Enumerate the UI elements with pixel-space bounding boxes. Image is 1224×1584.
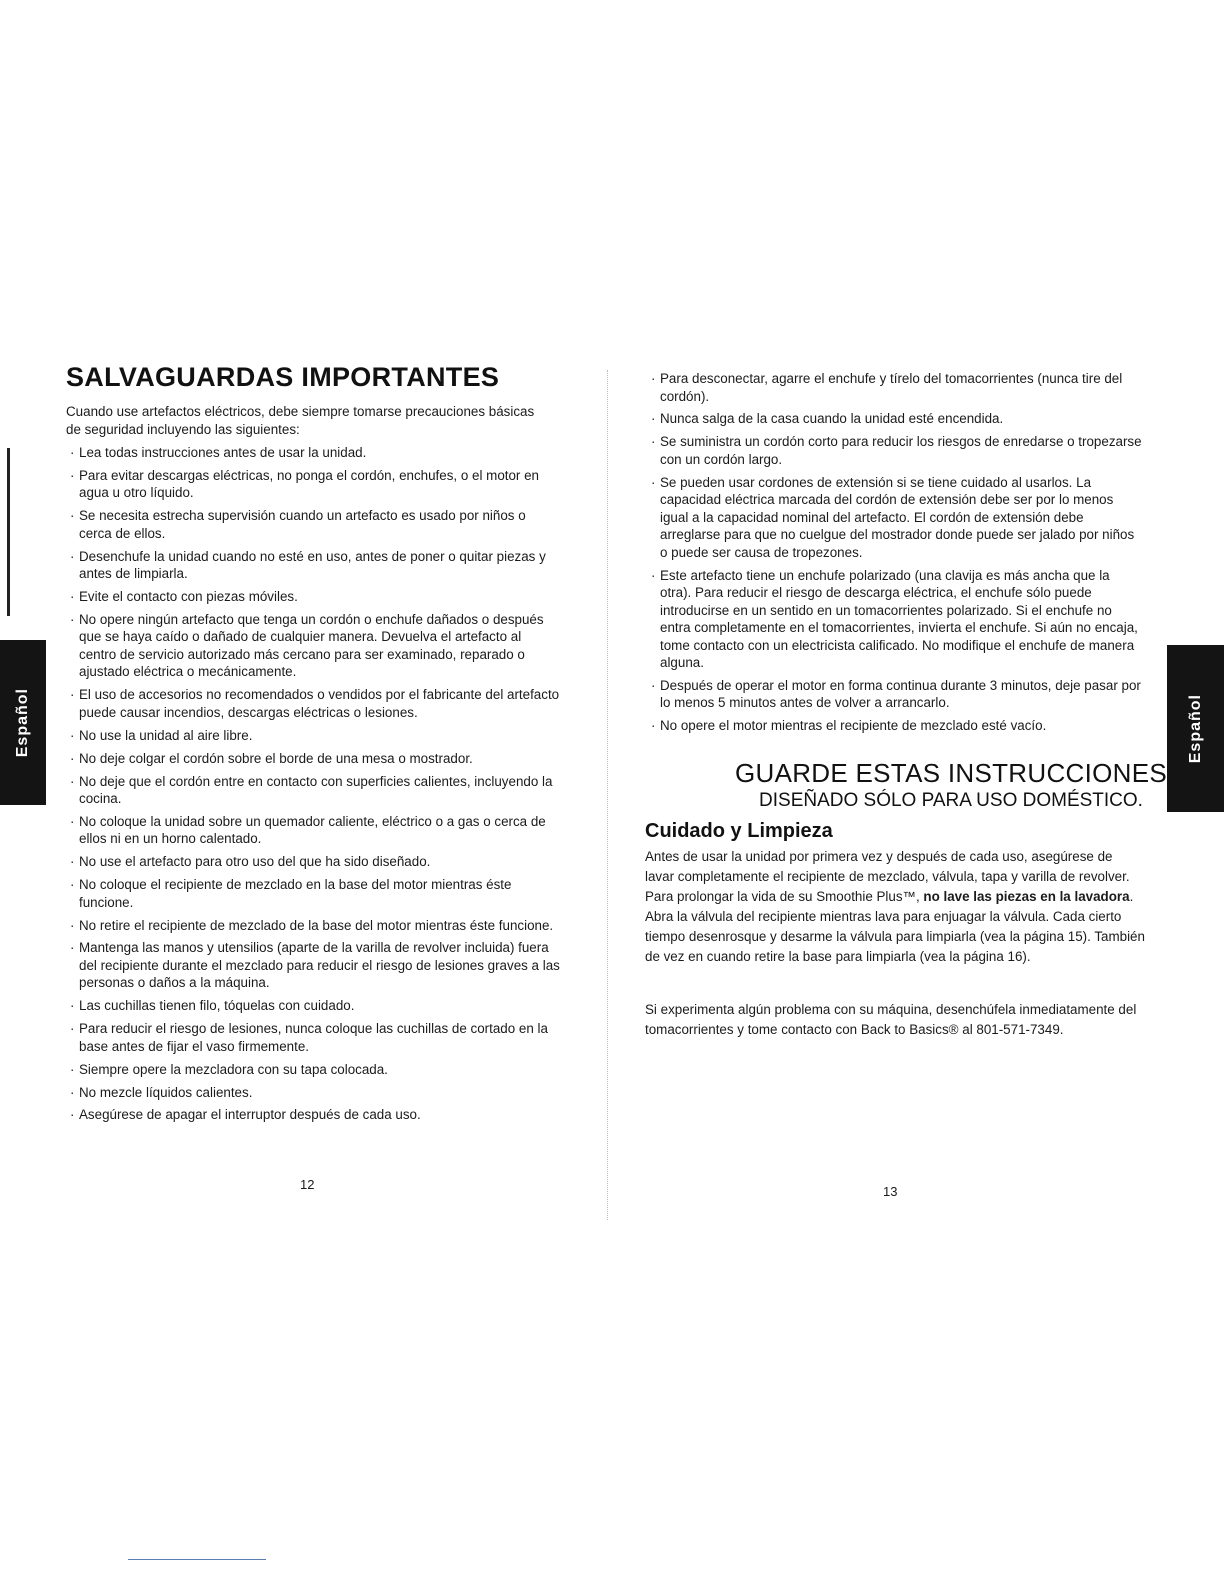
bullet-dot: · bbox=[70, 773, 75, 789]
bullet-dot: · bbox=[70, 940, 75, 956]
bullet-dot: · bbox=[70, 1107, 75, 1123]
list-item-text: Las cuchillas tienen filo, tóquelas con cuidado. bbox=[79, 998, 355, 1014]
page-spine bbox=[607, 370, 608, 1220]
list-item-text: Se pueden usar cordones de extensión si se tiene cuidado al usarlos. La capacidad eléctrica marcada del cordón de extensión debe ser por lo menos igual a la capacidad nominal del artefacto. El cordón de extensión debe arreglarse para que no cuelgue del mostrador donde puede ser jalado por niños o puede ser causa de tropezones. bbox=[660, 474, 1135, 560]
list-item bbox=[70, 507, 562, 542]
list-item bbox=[651, 410, 1143, 428]
list-item bbox=[70, 773, 562, 808]
list-item-text: Después de operar el motor en forma continua durante 3 minutos, deje pasar por lo menos 5 minutos antes de volver a arrancarlo. bbox=[660, 677, 1141, 711]
bullet-dot: · bbox=[70, 1084, 75, 1100]
list-item-text: Desenchufe la unidad cuando no esté en uso, antes de poner o quitar piezas y antes de limpiarla. bbox=[79, 548, 546, 582]
bullet-dot: · bbox=[651, 371, 656, 386]
safeguards-list bbox=[70, 444, 562, 1129]
list-item bbox=[70, 939, 562, 992]
bullet-dot: · bbox=[70, 998, 75, 1014]
bullet-dot: · bbox=[70, 589, 75, 605]
bullet-dot: · bbox=[70, 611, 75, 627]
list-item-text: Para reducir el riesgo de lesiones, nunca coloque las cuchillas de cortado en la base antes de fijar el vaso firmemente. bbox=[79, 1021, 548, 1054]
intro-paragraph: Cuando use artefactos eléctricos, debe siempre tomarse precauciones básicas de seguridad incluyendo las siguientes: bbox=[66, 404, 535, 437]
footer-rule bbox=[128, 1559, 266, 1560]
list-item-text: Se necesita estrecha supervisión cuando un artefacto es usado por niños o cerca de ellos. bbox=[79, 508, 526, 541]
bullet-dot: · bbox=[70, 508, 75, 524]
list-item bbox=[70, 548, 562, 583]
list-item bbox=[70, 750, 562, 768]
list-item-text: No mezcle líquidos calientes. bbox=[79, 1084, 253, 1100]
list-item bbox=[70, 876, 562, 911]
list-item bbox=[70, 1061, 562, 1079]
save-instructions-heading: GUARDE ESTAS INSTRUCCIONES bbox=[734, 758, 1168, 788]
language-tab-label: Español bbox=[1186, 693, 1204, 764]
list-item bbox=[651, 474, 1143, 562]
care-text-part1: Antes de usar la unidad por primera vez y después de cada uso, asegúrese de lavar completamente el recipiente de mezclado, válvula, tapa y varilla de revolver. Para prolongar la vida de su Smoothie Plus™, bbox=[645, 849, 1130, 904]
list-item-text: Nunca salga de la casa cuando la unidad esté encendida. bbox=[660, 411, 1004, 427]
bullet-dot: · bbox=[651, 434, 656, 450]
list-item-text: Se suministra un cordón corto para reducir los riesgos de enredarse o tropezarse con un cordón largo. bbox=[660, 434, 1142, 467]
list-item bbox=[651, 433, 1143, 468]
list-item bbox=[70, 813, 562, 848]
list-item-text: Para desconectar, agarre el enchufe y tírelo del tomacorrientes (nunca tire del cordón). bbox=[660, 371, 1123, 404]
bullet-dot: · bbox=[70, 877, 75, 893]
list-item-text: No deje que el cordón entre en contacto con superficies calientes, incluyendo la cocina. bbox=[79, 773, 553, 807]
bullet-dot: · bbox=[70, 548, 75, 564]
bullet-dot: · bbox=[70, 750, 75, 766]
list-item-text: Mantenga las manos y utensilios (aparte de la varilla de revolver incluida) fuera del recipiente durante el mezclado para reducir el riesgo de lesiones graves a las personas o daños a la máquina. bbox=[79, 940, 560, 991]
list-item-text: No coloque el recipiente de mezclado en la base del motor mientras éste funcione. bbox=[79, 877, 512, 910]
list-item bbox=[70, 917, 562, 935]
language-tab-left bbox=[0, 640, 46, 805]
list-item bbox=[70, 611, 562, 681]
bullet-dot: · bbox=[651, 718, 656, 734]
page-number: 13 bbox=[883, 1184, 898, 1199]
list-item bbox=[651, 677, 1143, 712]
bullet-dot: · bbox=[651, 567, 656, 583]
list-item-text: Lea todas instrucciones antes de usar la unidad. bbox=[79, 445, 367, 460]
bullet-dot: · bbox=[70, 917, 75, 933]
list-item-text: Para evitar descargas eléctricas, no ponga el cordón, enchufes, o el motor en agua u otro líquido. bbox=[79, 467, 540, 501]
list-item-text: No use el artefacto para otro uso del que ha sido diseñado. bbox=[79, 854, 431, 870]
list-item bbox=[70, 1020, 562, 1055]
bullet-dot: · bbox=[70, 854, 75, 870]
list-item bbox=[70, 997, 562, 1015]
bullet-dot: · bbox=[70, 813, 75, 829]
bullet-dot: · bbox=[651, 411, 656, 427]
list-item-text: No opere ningún artefacto que tenga un cordón o enchufe dañados o después que se haya caído o dañado de cualquier manera. Devuelva el artefacto al centro de servicio autorizado más cercano para ser examinado, reparado o ajustado eléctrica o mecánicamente. bbox=[79, 611, 544, 680]
list-item-text: Este artefacto tiene un enchufe polarizado (una clavija es más ancha que la otra). Para reducir el riesgo de descarga eléctrica, el enchufe sólo puede introducirse en un sentido en un tomacorrientes polarizado. Si el enchufe no entra completamente en el tomacorrientes, invierta el enchufe. Si aún no encaja, tome contacto con un electricista calificado. No modifique el enchufe de manera alguna. bbox=[660, 567, 1138, 671]
list-item-text: No coloque la unidad sobre un quemador caliente, eléctrico o a gas o cerca de ellos ni en un horno calentado. bbox=[79, 813, 546, 847]
care-paragraph bbox=[645, 847, 1145, 967]
bullet-dot: · bbox=[70, 1061, 75, 1077]
care-text-part2: . Abra la válvula del recipiente mientras lava para enjuagar la válvula. Cada cierto tiempo desenrosque y desarme la válvula para limpiarla (vea la página 15). También de vez en cuando retire la base para limpiarla (vea la página 16). bbox=[645, 889, 1145, 964]
page-title: SALVAGUARDAS IMPORTANTES bbox=[66, 362, 500, 392]
list-item-text: No opere el motor mientras el recipiente de mezclado esté vacío. bbox=[660, 718, 1047, 734]
list-item bbox=[651, 717, 1143, 735]
household-use-subheading: DISEÑADO SÓLO PARA USO DOMÉSTICO. bbox=[759, 790, 1143, 811]
list-item-text: Siempre opere la mezcladora con su tapa colocada. bbox=[79, 1061, 388, 1077]
list-item bbox=[651, 567, 1143, 672]
list-item bbox=[70, 588, 562, 606]
list-item bbox=[70, 727, 562, 745]
list-item bbox=[70, 686, 562, 721]
list-item-text: No use la unidad al aire libre. bbox=[79, 727, 253, 743]
list-item-text: Asegúrese de apagar el interruptor después de cada uso. bbox=[79, 1107, 421, 1123]
safeguards-list-continued bbox=[651, 370, 1143, 740]
bullet-dot: · bbox=[70, 467, 75, 483]
bullet-dot: · bbox=[651, 474, 656, 490]
care-text-bold: no lave las piezas en la lavadora bbox=[923, 889, 1130, 904]
list-item-text: No retire el recipiente de mezclado de la base del motor mientras éste funcione. bbox=[79, 917, 554, 933]
bullet-dot: · bbox=[70, 687, 75, 703]
list-item-text: No deje colgar el cordón sobre el borde de una mesa o mostrador. bbox=[79, 750, 473, 766]
bullet-dot: · bbox=[70, 445, 75, 460]
list-item bbox=[70, 853, 562, 871]
list-item bbox=[70, 467, 562, 502]
list-item bbox=[70, 444, 562, 462]
list-item-text: El uso de accesorios no recomendados o vendidos por el fabricante del artefacto puede causar incendios, descargas eléctricas o lesiones. bbox=[79, 687, 560, 720]
bullet-dot: · bbox=[651, 677, 656, 693]
bullet-dot: · bbox=[70, 1021, 75, 1037]
care-cleaning-title: Cuidado y Limpieza bbox=[645, 820, 833, 842]
edge-bar bbox=[7, 448, 10, 616]
list-item-text: Evite el contacto con piezas móviles. bbox=[79, 589, 298, 605]
list-item bbox=[651, 370, 1143, 405]
language-tab-right bbox=[1167, 645, 1224, 812]
list-item bbox=[70, 1084, 562, 1102]
page-number: 12 bbox=[300, 1177, 315, 1192]
language-tab-label: Español bbox=[14, 687, 31, 758]
bullet-dot: · bbox=[70, 727, 75, 743]
support-paragraph: Si experimenta algún problema con su máquina, desenchúfela inmediatamente del tomacorrientes y tome contacto con Back to Basics® al 801-571-7349. bbox=[645, 1002, 1137, 1037]
list-item bbox=[70, 1106, 562, 1124]
